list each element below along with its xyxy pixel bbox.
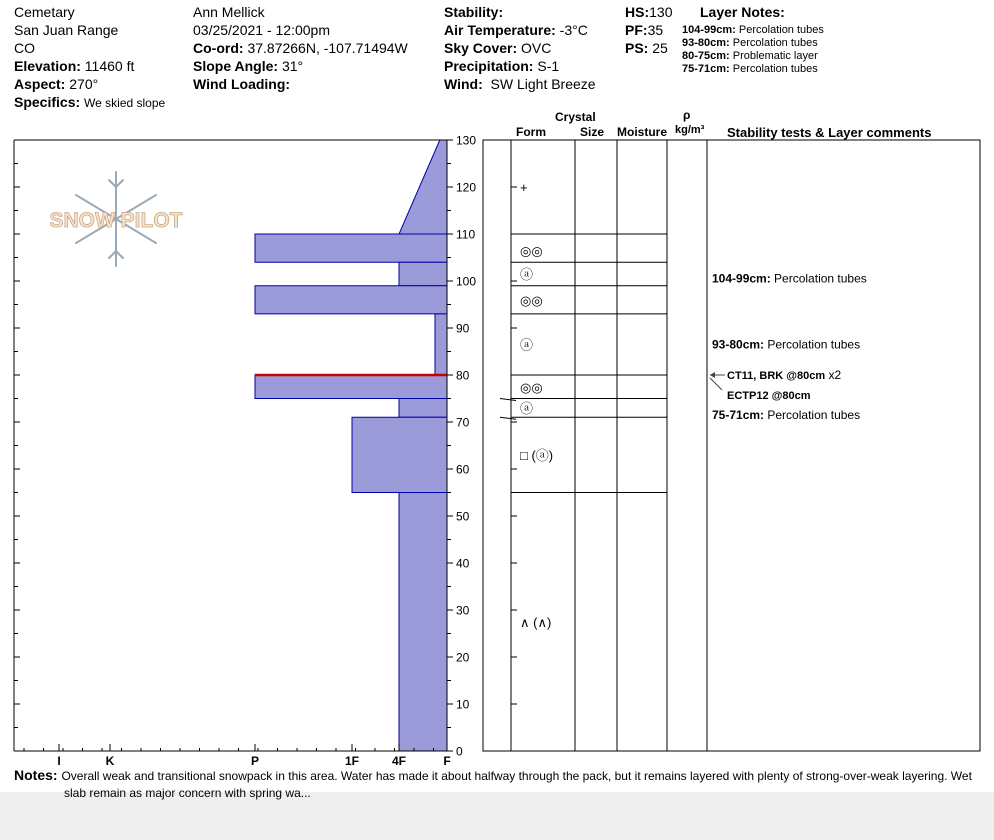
location-name: Cemetary [14,4,75,20]
grain-form-symbol: ◎◎ [520,379,543,395]
wind-value: SW Light Breeze [490,76,596,92]
notes-text: Overall weak and transitional snowpack in this area. Water has made it about halfway through the pack, but it remains layered with plenty of strong-over-weak layering. Wet [61,769,972,783]
depth-tick-label: 110 [456,227,476,242]
depth-tick-label: 10 [456,697,470,712]
hardness-layer-bar [435,314,447,375]
aspect-label: Aspect: [14,76,66,92]
depth-tick-label: 50 [456,509,470,524]
hardness-tick-label: K [105,754,115,768]
specifics-label: Specifics: [14,94,81,110]
layer-note-text: Percolation tubes [732,63,818,75]
grain-form-symbol: + [520,180,528,195]
pf-value: 35 [647,22,664,38]
ps-value: 25 [652,40,668,56]
depth-tick-label: 20 [456,650,470,665]
logo [50,172,183,266]
hardness-tick-label: F [443,754,451,768]
depth-tick-label: 30 [456,603,470,618]
pf-label: PF: [625,22,648,38]
stability-test-arrow [710,378,722,390]
notes-text-continued: slab remain as major concern with spring wa... [64,786,311,800]
slope-angle-label: Slope Angle: [193,58,279,74]
depth-tick-label: 60 [456,462,470,477]
stability-test-label: CT11, BRK @80cm x2 [727,368,842,382]
hardness-layer-bar [255,286,447,314]
hardness-profile [255,140,447,751]
hardness-layer-bar [399,399,447,418]
hardness-tick-label: P [250,754,260,768]
layer-comment: 93-80cm: Percolation tubes [712,337,861,352]
notes-label: Notes: [14,767,58,783]
hardness-layer-bar [399,140,447,234]
hardness-layer-bar [399,493,447,752]
layer-note-text: Percolation tubes [732,37,818,49]
depth-tick-label: 130 [456,133,477,148]
grain-form-symbol: □ (ⓐ) [520,447,554,463]
mountain-range: San Juan Range [14,22,119,38]
observation-datetime: 03/25/2021 - 12:00pm [193,22,330,38]
comments-header: Stability tests & Layer comments [727,125,932,140]
ps-label: PS: [625,40,649,56]
observer-name: Ann Mellick [193,4,265,20]
layer-note-range: 93-80cm: [682,37,730,49]
grain-form-symbol: ∧ (∧) [520,614,552,630]
specifics-value: We skied slope [84,96,166,110]
hardness-tick-label: 1F [344,754,360,768]
layer-comment: 75-71cm: Percolation tubes [712,407,861,422]
density-unit-header: kg/m³ [675,124,705,136]
layer-note-range: 104-99cm: [682,24,736,36]
state: CO [14,40,35,56]
form-header: Form [516,125,546,139]
grain-form-symbol: ⓐ [520,266,534,282]
crystal-table-frame [483,140,980,751]
grain-form-symbol: ◎◎ [520,243,543,259]
sky-cover-value: OVC [521,40,552,56]
stability-test-label: ECTP12 @80cm [727,390,811,402]
coord-label: Co-ord: [193,40,244,56]
logo-text: SNOW PILOT [49,209,183,232]
hardness-layer-bar [352,417,447,492]
rho-header: ρ [683,108,691,122]
grain-form-symbol: ⓐ [520,400,534,416]
depth-tick-label: 90 [456,321,470,336]
air-temp-label: Air Temperature: [444,22,556,38]
stability-test-arrowhead [710,372,715,378]
depth-tick-label: 80 [456,368,470,383]
hardness-layer-bar [255,375,447,399]
layer-notes-title: Layer Notes: [700,4,785,20]
grain-form-symbol: ⓐ [520,337,534,353]
elevation-label: Elevation: [14,58,81,74]
stability-label: Stability: [444,4,504,20]
depth-tick-label: 0 [456,744,463,759]
sky-cover-label: Sky Cover: [444,40,518,56]
layer-note-range: 75-71cm: [682,63,730,75]
moisture-header: Moisture [617,125,668,139]
air-temp-value: -3°C [559,22,588,38]
depth-tick-label: 100 [456,274,477,289]
depth-tick-label: 40 [456,556,470,571]
hardness-layer-bar [399,262,447,286]
depth-tick-label: 120 [456,180,477,195]
slope-angle-value: 31° [281,58,304,74]
layer-note-text: Problematic layer [732,50,818,62]
hardness-tick-label: 4F [391,754,407,768]
grain-form-symbol: ◎◎ [520,292,543,308]
wind-loading-label: Wind Loading: [193,76,291,92]
hs-label: HS: [625,4,650,20]
notes-field [14,767,972,784]
hardness-layer-bar [255,234,447,262]
wind-label: Wind: [444,76,483,92]
precipitation-value: S-1 [537,58,560,74]
elevation-value: 11460 ft [84,58,135,74]
coord-value: 37.87266N, -107.71494W [247,40,408,56]
layer-note-range: 80-75cm: [682,50,730,62]
depth-tick-label: 70 [456,415,470,430]
precipitation-label: Precipitation: [444,58,534,74]
aspect-value: 270° [69,76,99,92]
layer-note-text: Percolation tubes [738,24,824,36]
hardness-tick-label: I [57,754,61,768]
crystal-header: Crystal [555,110,596,124]
size-header: Size [580,125,605,139]
hs-value: 130 [649,4,673,20]
layer-comment: 104-99cm: Percolation tubes [712,271,867,286]
